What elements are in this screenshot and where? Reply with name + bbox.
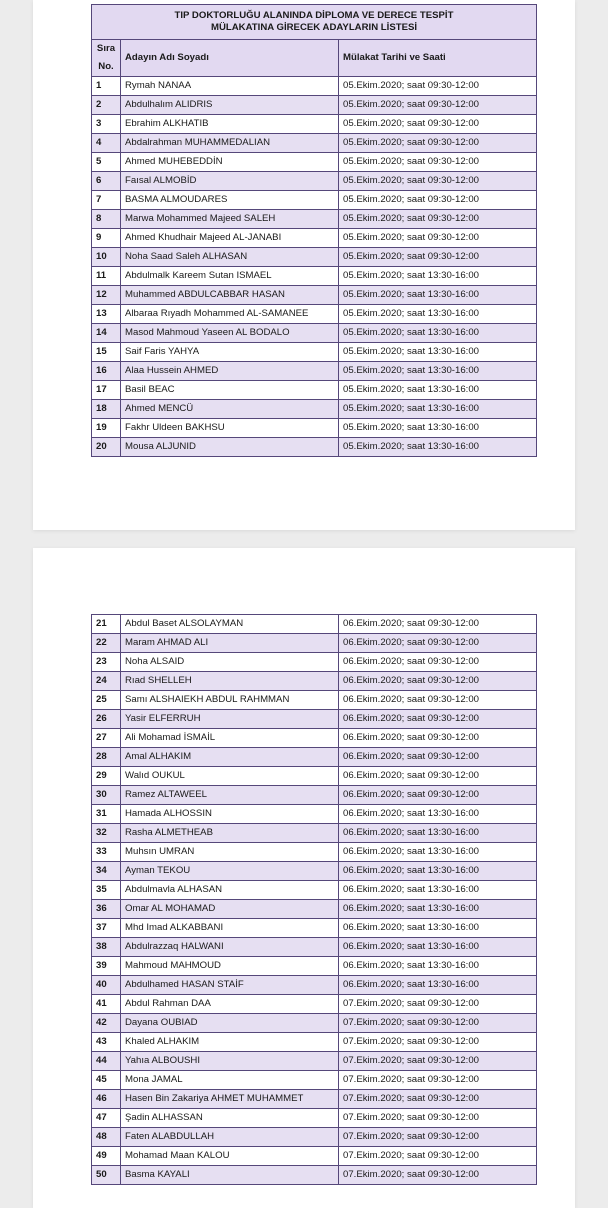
table-row [92,115,537,134]
candidate-name: Noha Saad Saleh ALHASAN [121,248,339,267]
candidate-name: Fakhr Uldeen BAKHSU [121,419,339,438]
header-no-line-2: No. [98,61,114,72]
interview-date: 05.Ekim.2020; saat 09:30-12:00 [339,229,537,248]
interview-date: 06.Ekim.2020; saat 09:30-12:00 [339,653,537,672]
candidate-name: Yahıa ALBOUSHI [121,1052,339,1071]
row-number: 4 [92,134,121,153]
row-number: 8 [92,210,121,229]
table-row [92,172,537,191]
row-number: 14 [92,324,121,343]
interview-date: 05.Ekim.2020; saat 13:30-16:00 [339,362,537,381]
row-number: 32 [92,824,121,843]
interview-date: 06.Ekim.2020; saat 13:30-16:00 [339,957,537,976]
candidate-name: Mona JAMAL [121,1071,339,1090]
row-number: 18 [92,400,121,419]
table-row [92,786,537,805]
interview-date: 06.Ekim.2020; saat 09:30-12:00 [339,615,537,634]
table-row [92,1090,537,1109]
candidate-name: Abdulhamed HASAN STAİF [121,976,339,995]
row-number: 33 [92,843,121,862]
row-number: 10 [92,248,121,267]
candidate-name: Rasha ALMETHEAB [121,824,339,843]
table-row [92,324,537,343]
candidate-name: Noha ALSAID [121,653,339,672]
interview-date: 05.Ekim.2020; saat 13:30-16:00 [339,267,537,286]
interview-date: 05.Ekim.2020; saat 09:30-12:00 [339,248,537,267]
candidate-name: Abdalrahman MUHAMMEDALIAN [121,134,339,153]
row-number: 12 [92,286,121,305]
table-row [92,976,537,995]
candidate-table-page-2 [91,614,537,1185]
interview-date: 05.Ekim.2020; saat 09:30-12:00 [339,210,537,229]
document-title [92,5,537,40]
table-row [92,691,537,710]
candidate-name: Maram AHMAD ALI [121,634,339,653]
candidate-name: Ebrahim ALKHATIB [121,115,339,134]
candidate-name: Mahmoud MAHMOUD [121,957,339,976]
interview-date: 07.Ekim.2020; saat 09:30-12:00 [339,1090,537,1109]
row-number: 5 [92,153,121,172]
row-number: 15 [92,343,121,362]
table-row [92,729,537,748]
interview-date: 07.Ekim.2020; saat 09:30-12:00 [339,1166,537,1185]
interview-date: 06.Ekim.2020; saat 09:30-12:00 [339,634,537,653]
candidate-name: BASMA ALMOUDARES [121,191,339,210]
row-number: 22 [92,634,121,653]
header-candidate-name: Adayın Adı Soyadı [121,40,339,77]
table-row [92,400,537,419]
interview-date: 07.Ekim.2020; saat 09:30-12:00 [339,1033,537,1052]
interview-date: 06.Ekim.2020; saat 13:30-16:00 [339,862,537,881]
table-row [92,615,537,634]
row-number: 2 [92,96,121,115]
table-row [92,881,537,900]
row-number: 13 [92,305,121,324]
row-number: 41 [92,995,121,1014]
candidate-name: Albaraa Rıyadh Mohammed AL-SAMANEE [121,305,339,324]
candidate-name: Şadin ALHASSAN [121,1109,339,1128]
table-row [92,419,537,438]
interview-date: 07.Ekim.2020; saat 09:30-12:00 [339,1052,537,1071]
candidate-name: Mousa ALJUNID [121,438,339,457]
table-row [92,210,537,229]
candidate-name: Masod Mahmoud Yaseen AL BODALO [121,324,339,343]
row-number: 39 [92,957,121,976]
row-number: 35 [92,881,121,900]
header-interview-date: Mülakat Tarihi ve Saati [339,40,537,77]
interview-date: 05.Ekim.2020; saat 09:30-12:00 [339,172,537,191]
row-number: 37 [92,919,121,938]
interview-date: 06.Ekim.2020; saat 09:30-12:00 [339,767,537,786]
interview-date: 05.Ekim.2020; saat 09:30-12:00 [339,115,537,134]
table-row [92,381,537,400]
row-number: 50 [92,1166,121,1185]
row-number: 26 [92,710,121,729]
table-row [92,862,537,881]
document-page-2 [33,548,575,1208]
interview-date: 05.Ekim.2020; saat 09:30-12:00 [339,134,537,153]
row-number: 38 [92,938,121,957]
interview-date: 06.Ekim.2020; saat 09:30-12:00 [339,729,537,748]
table-row [92,438,537,457]
interview-date: 07.Ekim.2020; saat 09:30-12:00 [339,995,537,1014]
candidate-name: Basil BEAC [121,381,339,400]
candidate-name: Abdulmalk Kareem Sutan ISMAEL [121,267,339,286]
interview-date: 07.Ekim.2020; saat 09:30-12:00 [339,1128,537,1147]
candidate-name: Faısal ALMOBİD [121,172,339,191]
row-number: 30 [92,786,121,805]
row-number: 28 [92,748,121,767]
table-row [92,248,537,267]
table-row [92,995,537,1014]
interview-date: 05.Ekim.2020; saat 13:30-16:00 [339,438,537,457]
table-row [92,1166,537,1185]
interview-date: 06.Ekim.2020; saat 13:30-16:00 [339,900,537,919]
interview-date: 06.Ekim.2020; saat 09:30-12:00 [339,748,537,767]
candidate-name: Amal ALHAKIM [121,748,339,767]
interview-date: 05.Ekim.2020; saat 13:30-16:00 [339,400,537,419]
candidate-name: Abdulrazzaq HALWANI [121,938,339,957]
candidate-name: Faten ALABDULLAH [121,1128,339,1147]
row-number: 36 [92,900,121,919]
interview-date: 07.Ekim.2020; saat 09:30-12:00 [339,1071,537,1090]
table-row [92,710,537,729]
table-row [92,1052,537,1071]
table-row [92,343,537,362]
candidate-name: Abdulhalım ALIDRIS [121,96,339,115]
table-row [92,286,537,305]
interview-date: 06.Ekim.2020; saat 13:30-16:00 [339,843,537,862]
table-row [92,153,537,172]
interview-date: 06.Ekim.2020; saat 13:30-16:00 [339,805,537,824]
row-number: 47 [92,1109,121,1128]
row-number: 27 [92,729,121,748]
row-number: 25 [92,691,121,710]
interview-date: 05.Ekim.2020; saat 09:30-12:00 [339,153,537,172]
candidate-name: Ahmed MUHEBEDDİN [121,153,339,172]
interview-date: 07.Ekim.2020; saat 09:30-12:00 [339,1147,537,1166]
candidate-name: Mhd Imad ALKABBANI [121,919,339,938]
candidate-name: Walıd OUKUL [121,767,339,786]
title-row [92,5,537,40]
document-page-1 [33,0,575,530]
interview-date: 06.Ekim.2020; saat 13:30-16:00 [339,881,537,900]
header-row-number [92,40,121,77]
interview-date: 05.Ekim.2020; saat 09:30-12:00 [339,191,537,210]
candidate-name: Ahmed MENCÜ [121,400,339,419]
interview-date: 05.Ekim.2020; saat 13:30-16:00 [339,286,537,305]
row-number: 31 [92,805,121,824]
candidate-name: Ahmed Khudhair Majeed AL-JANABI [121,229,339,248]
row-number: 3 [92,115,121,134]
interview-date: 07.Ekim.2020; saat 09:30-12:00 [339,1109,537,1128]
table-row [92,1014,537,1033]
candidate-name: Mohamad Maan KALOU [121,1147,339,1166]
interview-date: 07.Ekim.2020; saat 09:30-12:00 [339,1014,537,1033]
row-number: 17 [92,381,121,400]
table-row [92,1109,537,1128]
candidate-name: Samı ALSHAIEKH ABDUL RAHMMAN [121,691,339,710]
row-number: 46 [92,1090,121,1109]
table-row [92,134,537,153]
row-number: 29 [92,767,121,786]
row-number: 42 [92,1014,121,1033]
row-number: 43 [92,1033,121,1052]
interview-date: 06.Ekim.2020; saat 13:30-16:00 [339,824,537,843]
candidate-name: Ali Mohamad İSMAİL [121,729,339,748]
table-row [92,900,537,919]
row-number: 16 [92,362,121,381]
candidate-name: Ayman TEKOU [121,862,339,881]
candidate-name: Basma KAYALI [121,1166,339,1185]
row-number: 7 [92,191,121,210]
candidate-name: Dayana OUBIAD [121,1014,339,1033]
candidate-name: Hamada ALHOSSIN [121,805,339,824]
row-number: 11 [92,267,121,286]
header-no-line-1: Sıra [96,43,116,54]
table-row [92,305,537,324]
candidate-name: Khaled ALHAKIM [121,1033,339,1052]
candidate-name: Saif Faris YAHYA [121,343,339,362]
row-number: 6 [92,172,121,191]
interview-date: 05.Ekim.2020; saat 13:30-16:00 [339,381,537,400]
interview-date: 06.Ekim.2020; saat 09:30-12:00 [339,786,537,805]
row-number: 19 [92,419,121,438]
row-number: 45 [92,1071,121,1090]
interview-date: 06.Ekim.2020; saat 09:30-12:00 [339,710,537,729]
interview-date: 05.Ekim.2020; saat 09:30-12:00 [339,77,537,96]
row-number: 24 [92,672,121,691]
table-row [92,805,537,824]
row-number: 1 [92,77,121,96]
row-number: 21 [92,615,121,634]
candidate-name: Alaa Hussein AHMED [121,362,339,381]
table-row [92,824,537,843]
document-title-line-2: MÜLAKATINA GİRECEK ADAYLARIN LİSTESİ [210,22,418,33]
table-row [92,634,537,653]
interview-date: 06.Ekim.2020; saat 13:30-16:00 [339,938,537,957]
table-row [92,1147,537,1166]
table-row [92,191,537,210]
candidate-name: Muhammed ABDULCABBAR HASAN [121,286,339,305]
row-number: 49 [92,1147,121,1166]
interview-date: 05.Ekim.2020; saat 13:30-16:00 [339,324,537,343]
candidate-name: Abdul Baset ALSOLAYMAN [121,615,339,634]
table-row [92,1128,537,1147]
candidate-name: Rıad SHELLEH [121,672,339,691]
table-row [92,919,537,938]
candidate-name: Abdulmavla ALHASAN [121,881,339,900]
table-row [92,843,537,862]
table-row [92,957,537,976]
interview-date: 05.Ekim.2020; saat 13:30-16:00 [339,343,537,362]
interview-date: 05.Ekim.2020; saat 13:30-16:00 [339,419,537,438]
header-row [92,40,537,77]
table-row [92,229,537,248]
table-row [92,362,537,381]
table-row [92,653,537,672]
row-number: 23 [92,653,121,672]
candidate-table-page-1 [91,4,537,457]
candidate-name: Omar AL MOHAMAD [121,900,339,919]
table-row [92,1071,537,1090]
row-number: 48 [92,1128,121,1147]
table-row [92,1033,537,1052]
candidate-name: Yasir ELFERRUH [121,710,339,729]
interview-date: 06.Ekim.2020; saat 09:30-12:00 [339,691,537,710]
row-number: 44 [92,1052,121,1071]
row-number: 20 [92,438,121,457]
table-row [92,748,537,767]
candidate-name: Rymah NANAA [121,77,339,96]
candidate-name: Abdul Rahman DAA [121,995,339,1014]
table-row [92,767,537,786]
interview-date: 06.Ekim.2020; saat 09:30-12:00 [339,672,537,691]
row-number: 34 [92,862,121,881]
interview-date: 05.Ekim.2020; saat 09:30-12:00 [339,96,537,115]
table-row [92,672,537,691]
interview-date: 06.Ekim.2020; saat 13:30-16:00 [339,919,537,938]
candidate-name: Hasen Bin Zakariya AHMET MUHAMMET [121,1090,339,1109]
candidate-name: Marwa Mohammed Majeed SALEH [121,210,339,229]
candidate-name: Ramez ALTAWEEL [121,786,339,805]
row-number: 40 [92,976,121,995]
table-row [92,77,537,96]
table-row [92,267,537,286]
table-row [92,938,537,957]
candidate-name: Muhsın UMRAN [121,843,339,862]
document-title-line-1: TIP DOKTORLUĞU ALANINDA DİPLOMA VE DERECE TESPİT [174,10,454,21]
table-row [92,96,537,115]
interview-date: 06.Ekim.2020; saat 13:30-16:00 [339,976,537,995]
row-number: 9 [92,229,121,248]
interview-date: 05.Ekim.2020; saat 13:30-16:00 [339,305,537,324]
